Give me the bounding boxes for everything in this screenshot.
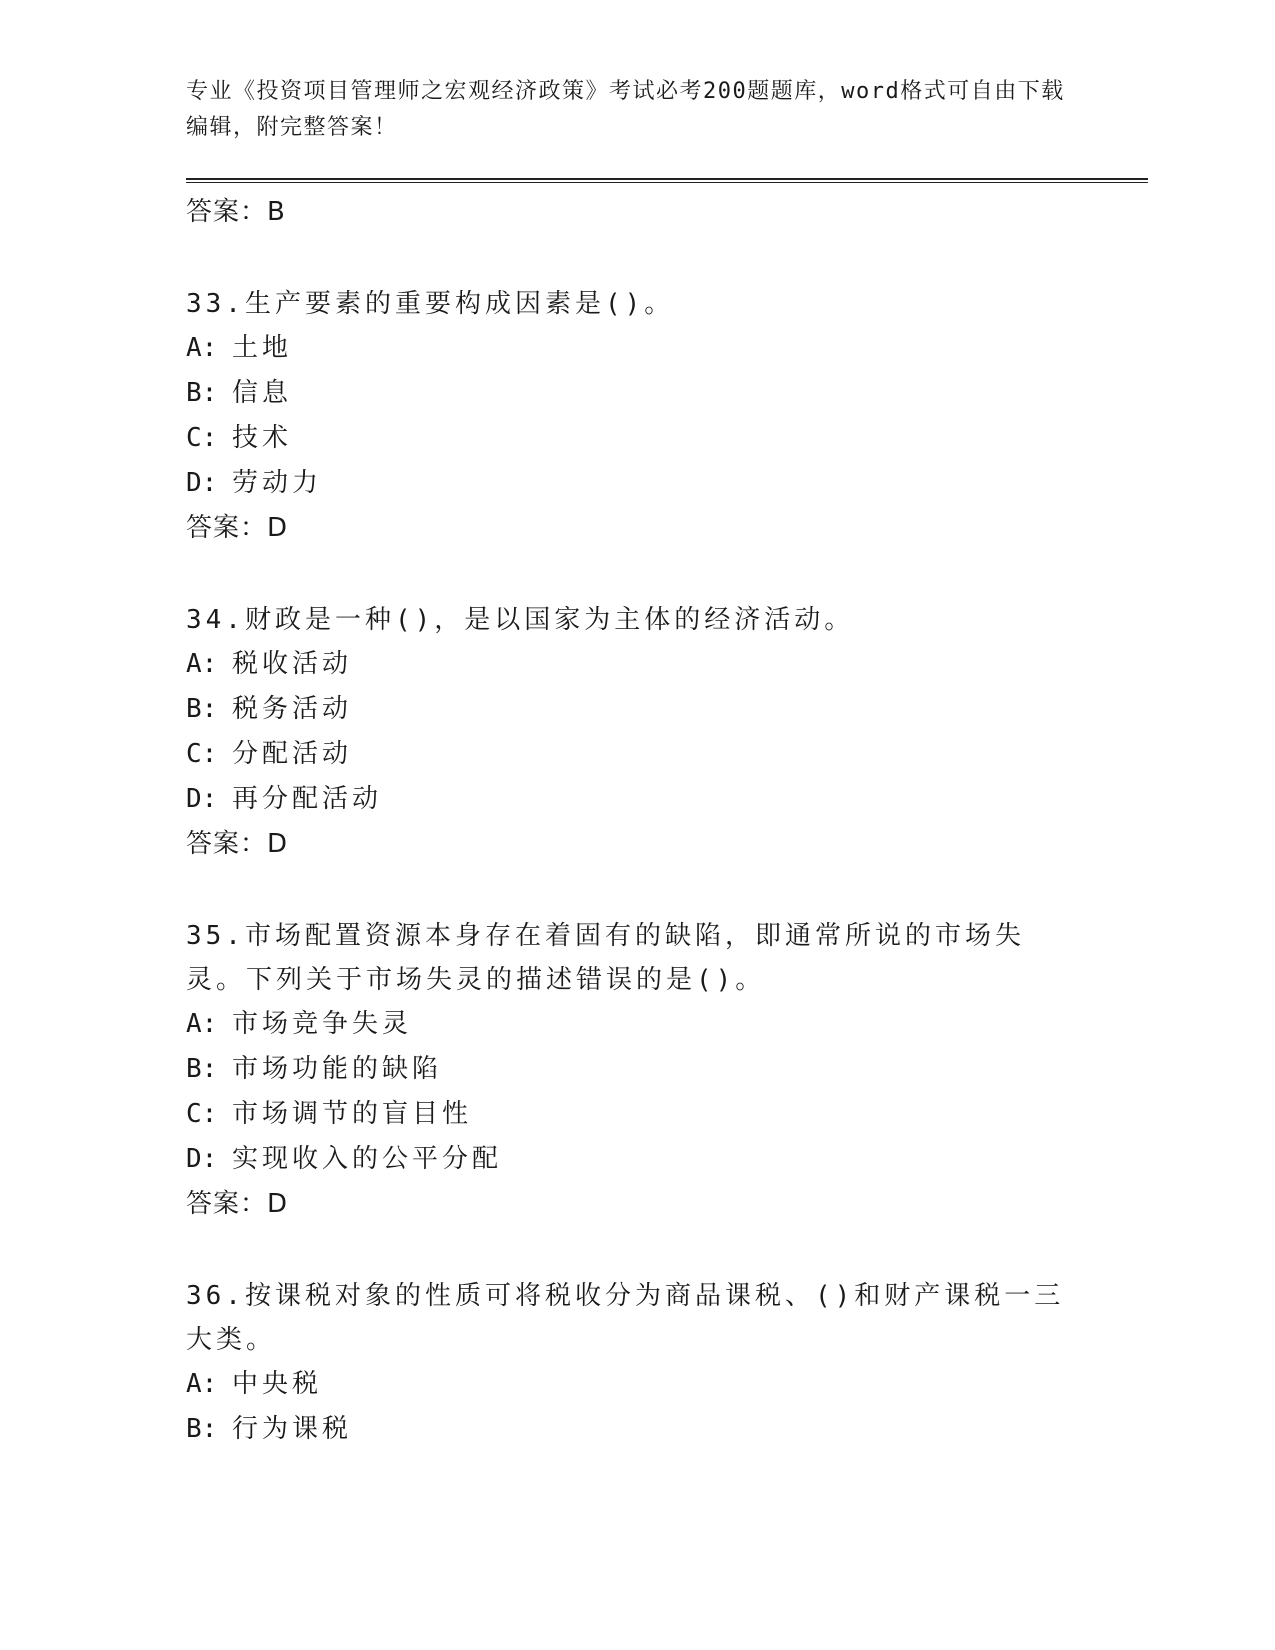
option-b xyxy=(186,1047,1076,1092)
option-text: 实现收入的公平分配 xyxy=(232,1144,503,1174)
option-text: 市场竞争失灵 xyxy=(232,1009,413,1039)
option-letter: D: xyxy=(186,784,218,814)
option-text: 再分配活动 xyxy=(232,784,383,814)
question-35 xyxy=(186,914,1076,1226)
option-d xyxy=(186,1137,1076,1182)
option-text: 分配活动 xyxy=(232,739,353,769)
header-divider xyxy=(186,178,1148,183)
question-text: 36.按课税对象的性质可将税收分为商品课税、()和财产课税一三大类。 xyxy=(186,1281,1065,1355)
option-a xyxy=(186,326,1076,371)
option-letter: A: xyxy=(186,1009,218,1039)
option-text: 行为课税 xyxy=(232,1414,353,1444)
answer-line: 答案：D xyxy=(186,829,289,859)
option-c xyxy=(186,416,1076,461)
question-33 xyxy=(186,282,1076,550)
option-text: 劳动力 xyxy=(232,468,323,498)
document-body xyxy=(186,190,1076,1452)
question-text: 35.市场配置资源本身存在着固有的缺陷，即通常所说的市场失灵。下列关于市场失灵的描述错误的是()。 xyxy=(186,921,1025,995)
question-text: 33.生产要素的重要构成因素是()。 xyxy=(186,289,675,319)
option-letter: B: xyxy=(186,378,218,408)
option-letter: A: xyxy=(186,649,218,679)
option-text: 市场调节的盲目性 xyxy=(232,1099,473,1129)
answer-line: 答案：D xyxy=(186,513,289,543)
option-letter: C: xyxy=(186,1099,218,1129)
option-letter: D: xyxy=(186,468,218,498)
option-c xyxy=(186,1092,1076,1137)
question-34 xyxy=(186,598,1076,866)
option-b xyxy=(186,371,1076,416)
option-a xyxy=(186,1002,1076,1047)
option-b xyxy=(186,687,1076,732)
option-text: 信息 xyxy=(232,378,293,408)
option-text: 税收活动 xyxy=(232,649,353,679)
option-letter: D: xyxy=(186,1144,218,1174)
option-c xyxy=(186,732,1076,777)
option-letter: A: xyxy=(186,333,218,363)
answer-line: 答案：B xyxy=(186,197,286,227)
option-text: 中央税 xyxy=(232,1369,323,1399)
option-letter: B: xyxy=(186,694,218,724)
option-text: 市场功能的缺陷 xyxy=(232,1054,443,1084)
option-letter: A: xyxy=(186,1369,218,1399)
option-letter: C: xyxy=(186,423,218,453)
option-text: 土地 xyxy=(232,333,293,363)
question-text: 34.财政是一种()，是以国家为主体的经济活动。 xyxy=(186,605,855,635)
option-d xyxy=(186,461,1076,506)
option-letter: C: xyxy=(186,739,218,769)
answer-line: 答案：D xyxy=(186,1189,289,1219)
question-36 xyxy=(186,1274,1076,1452)
option-a xyxy=(186,642,1076,687)
option-b xyxy=(186,1407,1076,1452)
option-d xyxy=(186,777,1076,822)
option-a xyxy=(186,1362,1076,1407)
option-text: 税务活动 xyxy=(232,694,353,724)
page-header: 专业《投资项目管理师之宏观经济政策》考试必考200题题库，word格式可自由下载编辑，附完整答案！ xyxy=(186,79,1065,140)
option-letter: B: xyxy=(186,1054,218,1084)
option-letter: B: xyxy=(186,1414,218,1444)
option-text: 技术 xyxy=(232,423,293,453)
